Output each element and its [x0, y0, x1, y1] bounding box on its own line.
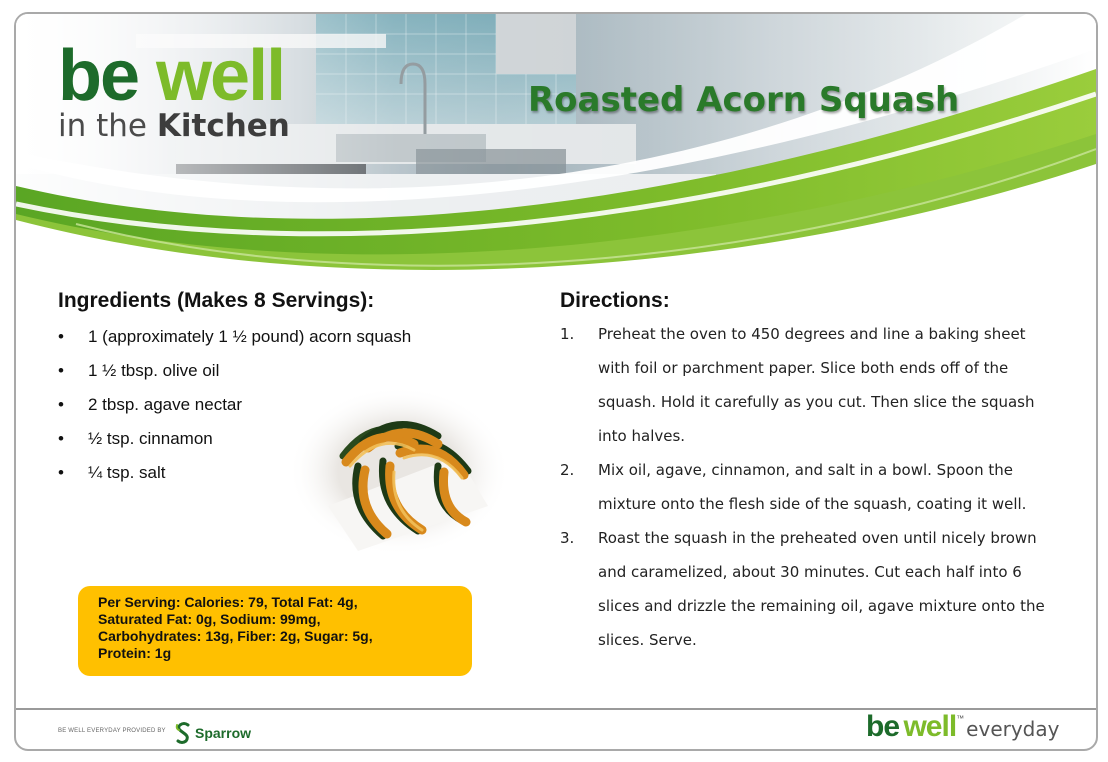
nutrition-line: Saturated Fat: 0g, Sodium: 99mg,: [98, 611, 321, 627]
logo-in-the: in the: [58, 108, 147, 144]
ingredients-heading: Ingredients (Makes 8 Servings):: [58, 289, 375, 312]
ingredient-item: • ¼ tsp. salt: [56, 456, 411, 490]
ingredient-item: • 2 tbsp. agave nectar: [56, 388, 411, 422]
step-number: 3.: [560, 529, 575, 547]
step-number: 1.: [560, 325, 575, 343]
logo-word-well: well: [156, 36, 285, 116]
brand-word-well: well: [903, 710, 957, 743]
direction-step: 2. Mix oil, agave, cinnamon, and salt in a bowl. Spoon the mixture onto the flesh side of the squash, coating it well.: [560, 453, 1080, 521]
bullet-icon: •: [58, 395, 64, 414]
bullet-icon: •: [58, 361, 64, 380]
trademark-symbol: ™: [956, 714, 965, 723]
direction-step: 3. Roast the squash in the preheated oven until nicely brown and caramelized, about 30 minutes. Cut each half into 6 slices and drizzle the remaining oil, agave mixture onto the slices. Serve.: [560, 521, 1080, 657]
recipe-title: Roasted Acorn Squash: [528, 80, 960, 120]
direction-step: 1. Preheat the oven to 450 degrees and line a baking sheet with foil or parchment paper. Slice both ends off of the squash. Hold it carefully as you cut. Then slice the squash into halves.: [560, 317, 1080, 453]
step-number: 2.: [560, 461, 575, 479]
sparrow-logo: [174, 721, 251, 745]
logo-kitchen: Kitchen: [156, 108, 290, 144]
nutrition-line: Per Serving: Calories: 79, Total Fat: 4g,: [98, 594, 358, 610]
be-well-everyday-logo: [866, 710, 1059, 744]
bullet-icon: •: [58, 463, 64, 482]
bullet-icon: •: [58, 429, 64, 448]
ingredient-item: • ½ tsp. cinnamon: [56, 422, 411, 456]
directions-heading: Directions:: [560, 289, 670, 312]
brand-word-everyday: everyday: [966, 717, 1060, 741]
sparrow-s-icon: [174, 721, 192, 745]
recipe-card: [14, 12, 1098, 751]
ingredient-item: • 1 ½ tbsp. olive oil: [56, 354, 411, 388]
provided-by-label: BE WELL EVERYDAY PROVIDED BY: [58, 728, 166, 734]
brand-word-be: be: [866, 710, 900, 743]
bullet-icon: •: [58, 327, 64, 346]
nutrition-line: Protein: 1g: [98, 645, 172, 661]
sparrow-wordmark: Sparrow: [195, 725, 252, 741]
nutrition-line: Carbohydrates: 13g, Fiber: 2g, Sugar: 5g,: [98, 628, 373, 644]
nutrition-facts-box: [78, 586, 472, 676]
ingredient-item: • 1 (approximately 1 ½ pound) acorn squash: [56, 320, 411, 354]
directions-list: [560, 317, 1080, 657]
squash-dish-image: [288, 386, 510, 556]
logo-word-be: be: [58, 36, 139, 116]
be-well-kitchen-logo: [58, 36, 290, 144]
